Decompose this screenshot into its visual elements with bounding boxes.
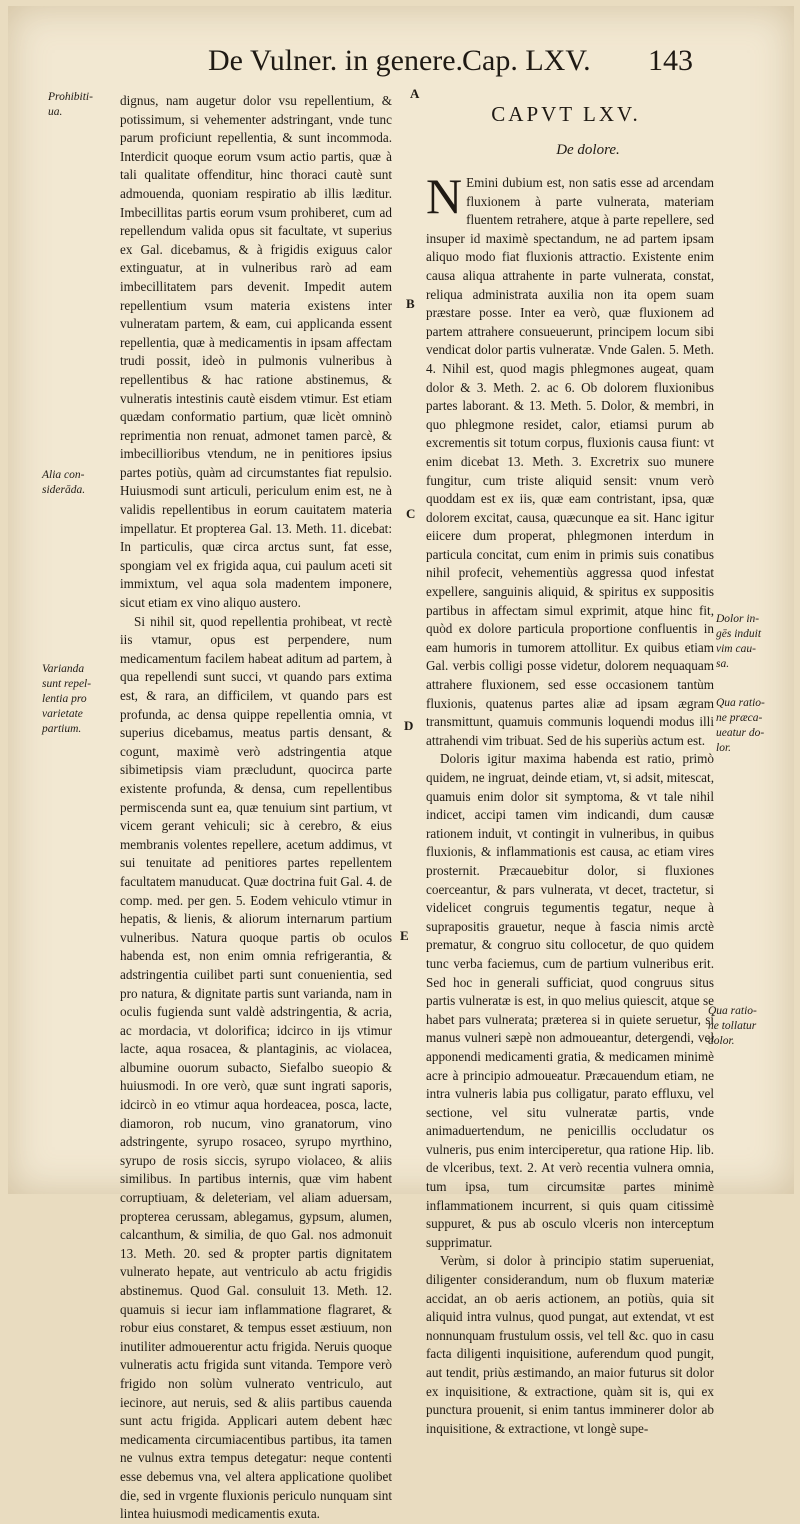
running-title: De Vulner. in genere.	[208, 44, 464, 77]
margin-letter-e: E	[400, 928, 409, 943]
right-paragraph-3: Verùm, si dolor à principio statim superueniat, diligenter considerandum, num ob fluxum materiæ accidat, an ob aeris actionem, an potiùs, quia sit aliquid intra vulnus, quod pungat, aut extendat, vt est nonnunquam frustulum ossis, vel tell &c. quo in casu facta diligenti inquisitione, auferendum quod pungit, aut tendit, priùs æstimando, an maior futurus sit dolor ex inquisitione, & extractione, quàm sit is, qui ex punctura prouenit, si enim tantus imminerer dolor ab inquisitione, & extractione, vt longè supe-	[426, 1253, 714, 1436]
left-paragraph-1: dignus, nam augetur dolor vsu repellentium, & potissimum, si vehementer adstringant, vnde tunc parum proficiunt repellentia, & sunt incommoda. Interdicit quoque eorum vsum actio partis, quæ à tali qualitate offenditur, hinc thoraci cautè sunt admouenda, quoniam respiratio ab illis læditur. Imbecillitas partis eorum vsum prohiberet, cum ad repellendum valida opus sit facultate, vt superius ex Gal. dicebamus, & à frigidis exiguus calor extinguatur, at in vulneribus rarò ad eam imbecillitatem pars devenit. Impedit autem repellentium vsum materia existens inter vulneratam partem, & eam, cui applicanda essent repellentia, quæ à medicamentis in ipsam affectam trudi possit, ideò in pulmonis vulneribus à repellentibus & hac ratione abstinemus, & vulneratis intestinis cautè eisdem vtimur. Est etiam quædam conformatio partium, quæ licèt omninò reprimentia non renuat, admonet tamen parcè, & imbecillioribus vtendum, ne in penitiores ipsius partes potiùs, quàm ad circumstantes fiat repulsio. Huiusmodi sunt articuli, periculum enim est, ne à validis repellentibus in eorum cauitatem materia impellatur. Et propterea Gal. 13. Meth. 11. dicebat: In particulis, quæ circa arctus sunt, fat esse, spongiam vel ex frigida aqua, cui paulum aceti sit immixtum, vel aqua sola madentem imponere, sicut etiam ex vino aliquo austero.	[120, 93, 392, 611]
right-paragraph-1	[426, 168, 714, 750]
page-number: 143	[648, 44, 693, 77]
right-column	[426, 168, 714, 1438]
left-paragraph-2: Si nihil sit, quod repellentia prohibeat, vt rectè iis vtamur, opus est perpendere, num medicamentum facilem habeat aditum ad partem, à qua repellendi sunt succi, vt quando pars extima est, & rara, an difficilem, vt quando pars est profunda, ac densa quippe repellentia omnia, vt superius dicebamus, meatus partis densant, & cogunt, maximè verò adstringentia atque sibimetipsis viam præcludunt, quocirca parte existente profunda, & densa, cum repellentibus permiscenda sunt ea, quæ tenuium sint partium, vt vicem gerant vehiculi; sic à cerebro, & eius membranis volentes repellere, acetum addimus, vt sui tenuitate ad penitiores partes repellentem facultatem manuducat. Quæ doctrina fuit Gal. 4. de comp. med. per gen. 5. Eodem vehiculo vtimur in hepatis, & lienis, & aliorum internarum partium vulneribus. Natura quoque partis ob oculos habenda est, non enim omnia refrigerantia, & adstringentia cuilibet parti sunt conuenientia, sed pro natura, & dignitate partis sunt varianda, nam in oculis fugienda sunt valdè adstringentia, & acria, ac mordacia, vt dolorifica; idcirco in ijs vtimur lacte, aqua rosacea, & plantaginis, ac violacea, albumine ouorum subacto, Siefalbo sueopio & huiusmodi. In ore verò, quæ sunt ingrati saporis, idcircò in eo vtimur aqua hordeacea, posca, lacte, diamoron, rob nucum, vino granatorum, vino adstringente, syrupo rosaceo, syrupo myrthino, syrupo de rosis siccis, syrupo violaceo, & aliis similibus. In partibus internis, quæ vim habent corruptiuam, & deleteriam, vel aliam aduersam, propterea cerussam, ablegamus, gypsum, alumen, calcanthum, & similia, de quo Gal. nos admonuit 13. Meth. 20. sed & propter partis dignitatem vulnerato hepate, aut ventriculo ab actu frigidis abstinemus. Quod Gal. consuluit 13. Meth. 12. quamuis si iecur iam inflammatione flagraret, & robur eius constaret, & tempus esset æstiuum, non inutiliter admouerentur actu frigida. Neruis quoque vulneratis actu frigida sunt vitanda. Tempore verò frigido non solùm vulnerato ventriculo, aut iecinore, aut neruis, sed & aliis partibus cauenda sunt actu frigida. Applicari autem debent hæc medicamenta circumiacentibus partibus, ita tamen ne vulnus extra tempus detegatur: neque contenti esse debemus vna, vel altera applicatione quolibet die, sed in vrgente fluxionis periculo nunquam sint lintea huiusmodi medicamentis exuta.	[120, 613, 392, 1522]
margin-letter-d: D	[404, 718, 414, 733]
margin-note-varianda: Varianda sunt repel- lentia pro varietate partium.	[42, 663, 92, 735]
margin-note-qua-ratione-praecauetur: Qua ratio- ne præca- ueatur do- lor.	[716, 697, 765, 754]
right-paragraph-2: Doloris igitur maxima habenda est ratio, primò quidem, ne ingruat, deinde etiam, vt, si adsit, mitescat, quamuis enim dolor sit symptoma, & vt tale nihil indicet, accipi tamen vim indicandi, dum causæ rationem induit, vt contingit in vulneribus, in quibus fluxionis, & inflammationis est causa, ac etiam vires prosternit. Præcauebitur dolor, si fluxiones coerceantur, & pars vulnerata, vt decet, tractetur, si videlicet congruis tegumentis tegatur, neque à suprapositis grauetur, neque à fascia nimis arctè prematur, & congruo situ collocetur, de quo quidem tunc verba faciemus, cum de partium vulneribus erit. Sed hoc in generali sufficiat, quod congruus situs partis vulneratæ is est, in quo melius quiescit, atque se habet pars vulnerata; præterea si in quiete seruetur, si manus vulneri sæpè non admoueantur, detergendi, vel apponendi medicamenti gratia, & medicamen minimè acre à principio admoueatur. Præcauendum etiam, ne intra vulneris labia pus colligatur, parato effluxu, vel sectione, vel situ vulneratæ partis, vnde animaduertendum, ne penicillis occludatur os vulneris, pus enim interciperetur, qua ratione Hip. lib. de vlceribus, text. 2. At verò recentia vulnera omnia, tum ipsa, tum circumsitæ partes minimè inflammationem incurrent, si quis quam citissimè suppuret, & pus ab osculo vlceris non interceptum supprimatur.	[426, 751, 714, 1250]
margin-note-alia-consideranda: Alia con- siderāda.	[42, 469, 86, 496]
drop-capital: N	[426, 168, 463, 224]
margin-letter-b: B	[406, 296, 415, 311]
running-chapter: Cap. LXV.	[462, 44, 591, 77]
margin-note-prohibitiua: Prohibiti- ua.	[48, 91, 93, 118]
book-page	[8, 6, 794, 1522]
chapter-heading: CAPVT LXV.	[491, 102, 641, 126]
section-title: De dolore.	[556, 142, 620, 158]
margin-note-dolor-ingens: Dolor in- gēs induit vim cau- sa.	[716, 613, 762, 670]
left-column	[120, 92, 392, 1524]
margin-letter-a: A	[410, 86, 420, 101]
right-paragraph-1-text: Emini dubium est, non satis esse ad arcendam fluxionem à parte vulnerata, materiam fluentem retrahere, atque à parte repellere, sed insuper id maximè spectandum, ne ad partem ipsam aliquo modo fiat fluxionis attractio. Existente enim causa aliqua attrahente in parte vulnerata, constat, reliqua administrata auxilia non ita opem suam præstare posse. Inter ea verò, quæ fluxionem ad partem attrahere consueuerunt, principem locum sibi vendicat dolor partis vulneratæ. Vnde Galen. 5. Meth. 4. Nihil est, quod magis phlegmones augeat, quam dolor & 3. Meth. 2. ac 6. Ob dolorem fluxionibus partes laborant. & 13. Meth. 5. Dolor, & membri, in quo phlegmone residet, calor, etiamsi purum ab excrementis sit totum corpus, fluxionis causa fiunt: vt enim dicebat 13. Meth. 3. Excretrix suo munere fungitur, cum triste aliquid sensit: vnum verò quoddam est ex iis, quæ eam contristant, ipsa, quæ dolorem excitat, causa, quæcunque ea sit. Hanc igitur eiicere dum properat, phlegmonen interdum in particula concitat, cum enim in primis suis conatibus nihil profecit, vehementiùs aggressa quod infestat expellere, sanguinis aliquid, & spiritus ex suppositis partibus in affectam simul exprimit, atque hinc fit, quòd ex dolore particula proportione confluentis in eam humoris in tumorem attollitur. Ex quibus etiam Gal. verbis colligi posse videtur, dolorem nequaquam attrahere fluxionem, sed esse occasionem tantùm fluxionis, quatenus partes aliæ ad ipsam ægram transmittunt, quamuis communis loquendi modus illi attrahendi vim tribuat. Sed de his superiùs actum est.	[426, 175, 714, 748]
margin-note-qua-ratione-tollatur: Qua ratio- ne tollatur dolor.	[708, 1005, 757, 1047]
margin-letter-c: C	[406, 506, 416, 521]
